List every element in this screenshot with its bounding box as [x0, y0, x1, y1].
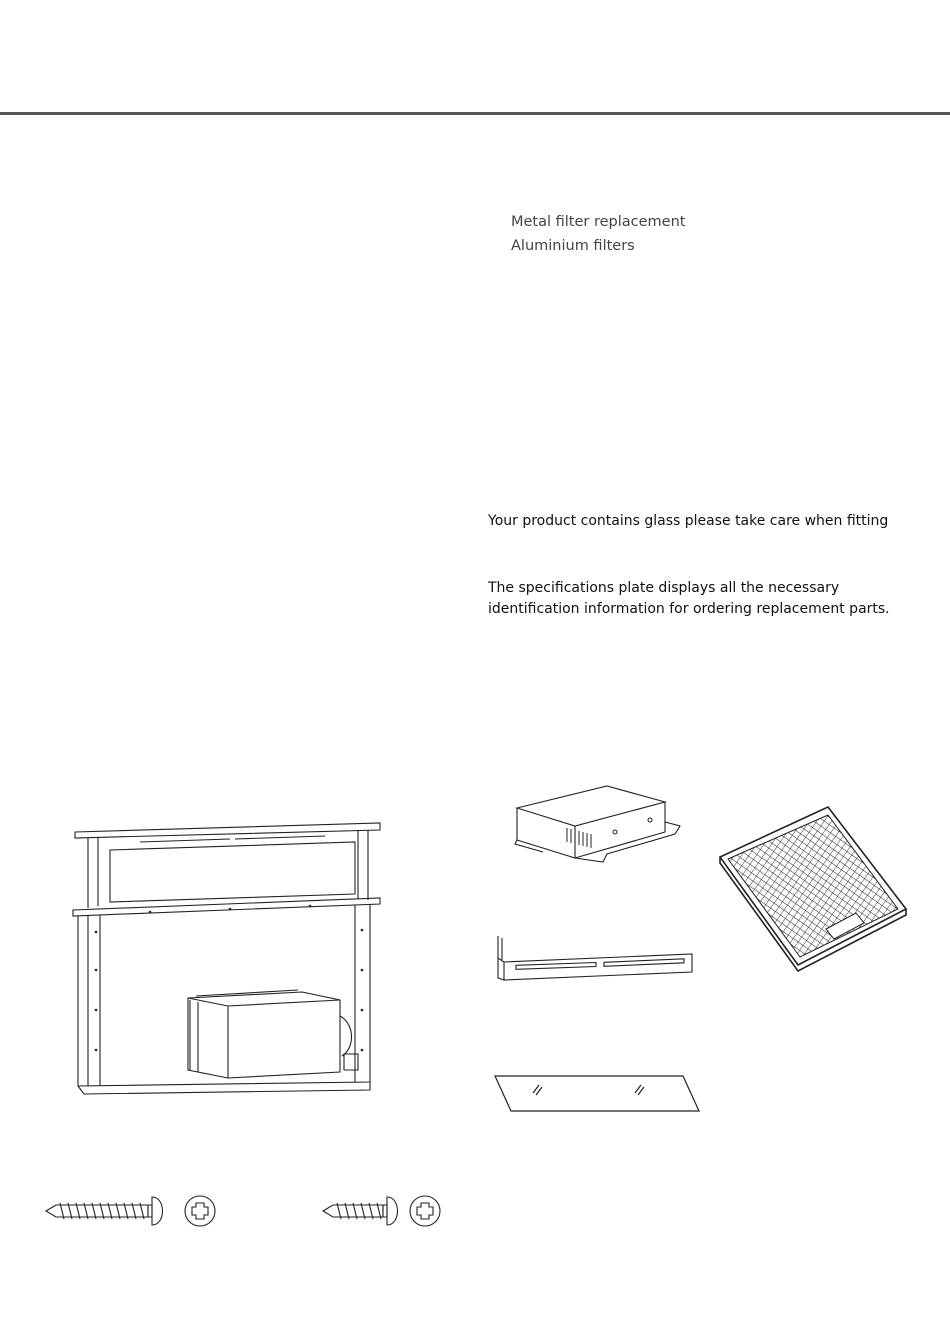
spec-plate-text-line2: identification information for ordering replacement parts.: [488, 601, 890, 617]
glass-panel-icon: [493, 1073, 703, 1113]
spec-plate-text-line1: The specifications plate displays all the necessary: [488, 580, 840, 596]
aluminium-filters-label: Aluminium filters: [511, 238, 635, 254]
header-rule: [0, 112, 950, 115]
motor-box-icon: [515, 782, 690, 862]
glass-warning-text: Your product contains glass please take care when fitting: [488, 513, 889, 529]
grease-filter-icon: [718, 805, 908, 970]
mounting-bracket-icon: [496, 934, 696, 984]
downdraft-hood-icon: [70, 820, 390, 1100]
long-screw-icon: [44, 1192, 219, 1230]
filter-replacement-label: Metal filter replacement: [511, 214, 686, 230]
short-screw-icon: [321, 1192, 446, 1230]
